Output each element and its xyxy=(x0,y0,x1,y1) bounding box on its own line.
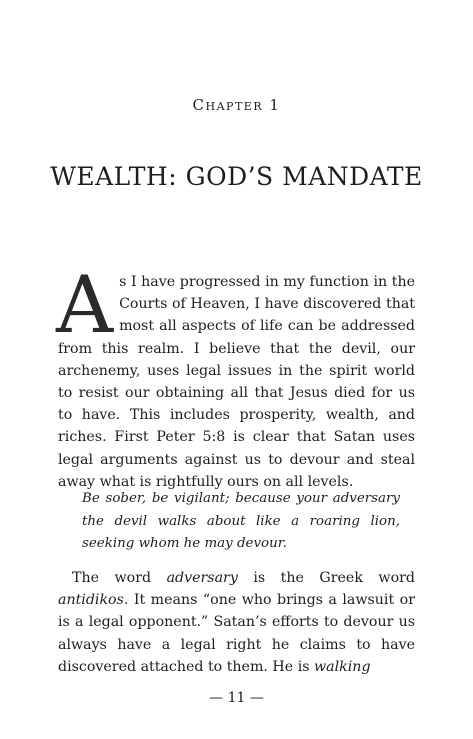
chapter-title: WEALTH: GOD’S MANDATE xyxy=(50,162,423,191)
para2-text-1: The word xyxy=(72,570,167,586)
second-paragraph xyxy=(58,567,415,678)
opening-paragraph-text: s I have progressed in my function in the Courts of Heaven, I have discovered that most all aspects of life can be addressed from this realm. I believe that the devil, our archenemy, uses legal issues in the spirit world to resist our obtaining all that Jesus died for us to have. This includes prosperity, wealth, and riches. First Peter 5:8 is clear that Satan uses legal arguments against us to devour and steal away what is rightfully ours on all levels. xyxy=(58,274,415,490)
chapter-label: Chapter 1 xyxy=(192,96,281,114)
para2-text-3: . It means “one who brings a lawsuit or is a legal opponent.” Satan’s efforts to devour us always have a legal right he claims to have discovered attached to them. He is xyxy=(58,592,415,675)
drop-cap: A xyxy=(56,259,114,351)
scripture-quote: Be sober, be vigilant; because your adversary the devil walks about like a roaring lion, seeking whom he may devour. xyxy=(82,491,400,551)
para2-italic-antidikos: antidikos xyxy=(58,592,124,609)
para2-italic-walking: walking xyxy=(314,658,371,675)
opening-paragraph xyxy=(56,259,415,493)
para2-italic-adversary: adversary xyxy=(166,570,238,586)
page-number: — 11 — xyxy=(209,690,264,706)
para2-text-2: is the Greek word xyxy=(237,570,415,586)
